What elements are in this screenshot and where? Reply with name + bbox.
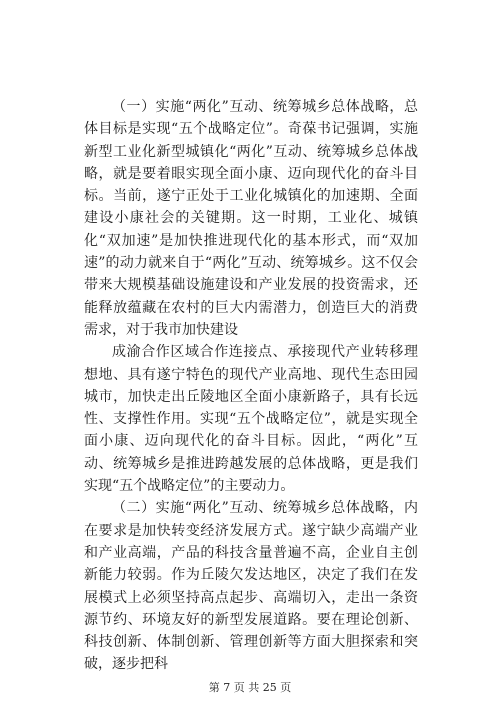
paragraph-2: 成渝合作区域合作连接点、承接现代产业转移理想地、具有遂宁特色的现代产业高地、现代生态田园城市，加快走出丘陵地区全面小康新路子，具有长远性、支撑性作用。实现“五个战略定位”，就是实现全面小康、迈向现代化的奋斗目标。因此，“两化”互动、统筹城乡是推进跨越发展的总体战略，更是我们实现“五个战略定位”的主要动力。 [84,344,418,495]
page-number-footer: 第 7 页 共 25 页 [208,681,292,694]
paragraph-3: （二）实施“两化”互动、统筹城乡总体战略，内在要求是加快转变经济发展方式。遂宁缺少高端产业和产业高端，产品的科技含量普遍不高，企业自主创新能力较弱。作为丘陵欠发达地区，决定了我们在发展模式上必须坚持高点起步、高端切入，走出一条资源节约、环境友好的新型发展道路。要在理论创新、科技创新、体制创新、管理创新等方面大胆探索和突破，逐步把科 [84,500,418,673]
document-body [84,96,418,676]
paragraph-1: （一）实施“两化”互动、统筹城乡总体战略，总体目标是实现“五个战略定位”。奇葆书记强调，实施新型工业化新型城镇化“两化”互动、统筹城乡总体战略，就是要着眼实现全面小康、迈向现代化的奋斗目标。当前，遂宁正处于工业化城镇化的加速期、全面建设小康社会的关键期。这一时期，工业化、城镇化“双加速”是加快推进现代化的基本形式，而“双加速”的动力就来自于“两化”互动、统筹城乡。这不仅会带来大规模基础设施建设和产业发展的投资需求，还能释放蕴藏在农村的巨大内需潜力，创造巨大的消费需求，对于我市加快建设 [84,99,418,338]
